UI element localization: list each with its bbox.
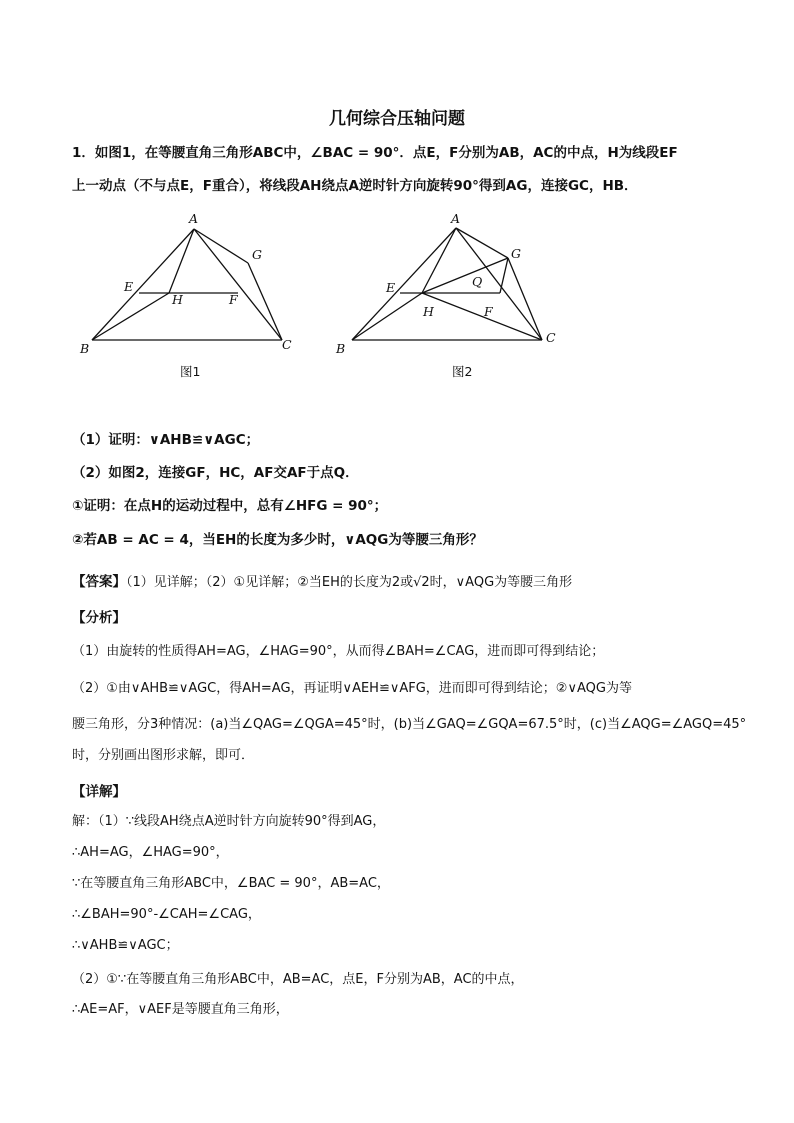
fig1-caption: 图1 (180, 364, 201, 379)
fig2-label-a: A (451, 211, 461, 226)
fig2-label-f: F (484, 304, 493, 319)
detail-line-5: ∴∨AHB≌∨AGC； (72, 938, 179, 953)
analysis-line-3: 腰三角形，分3种情况：(a)当∠QAG=∠QGA=45°时，(b)当∠GAQ=∠GQA=67.5°时，(c)当∠AQG=∠AGQ=45° (72, 717, 747, 732)
detail-line-2: ∴AH=AG，∠HAG=90°， (72, 845, 229, 860)
fig2-label-e: E (386, 280, 396, 295)
fig2-segment-gf (500, 258, 508, 293)
detail-line-3: ∵在等腰直角三角形ABC中，∠BAC = 90°，AB=AC， (72, 876, 390, 891)
fig1-segment-ag (194, 229, 248, 263)
question-1: （1）证明：∨AHB≌∨AGC； (72, 432, 260, 448)
fig2-segment-hg (422, 258, 508, 293)
answer-line (72, 572, 762, 593)
fig1-segment-ah (169, 229, 194, 293)
page-title: 几何综合压轴问题 (329, 109, 465, 129)
figure-1 (72, 208, 312, 358)
analysis-label: 【分析】 (72, 610, 126, 626)
question-2b: ②若AB = AC = 4，当EH的长度为多少时，∨AQG为等腰三角形？ (72, 532, 483, 548)
fig2-segment-ah (422, 228, 456, 293)
fig1-segment-ac (194, 229, 282, 340)
answer-label: 【答案】 (72, 574, 126, 590)
problem-line-2: 上一动点（不与点E，F重合），将线段AH绕点A逆时针方向旋转90°得到AG，连接GC，HB． (72, 178, 638, 194)
detail-line-4: ∴∠BAH=90°-∠CAH=∠CAG， (72, 907, 261, 922)
detail-line-7: ∴AE=AF，∨AEF是等腰直角三角形， (72, 1002, 289, 1017)
fig1-segment-gc (248, 263, 282, 340)
fig2-segment-ag (456, 228, 508, 258)
question-2a: ①证明：在点H的运动过程中，总有∠HFG = 90°； (72, 498, 388, 514)
fig1-label-e: E (124, 279, 134, 294)
fig1-label-a: A (189, 211, 199, 226)
fig2-label-g: G (511, 246, 521, 261)
fig2-label-b: B (336, 341, 346, 356)
fig1-label-c: C (282, 337, 292, 352)
fig1-label-h: H (172, 292, 183, 307)
fig2-segment-hb (352, 293, 422, 340)
analysis-line-2: （2）①由∨AHB≌∨AGC，得AH=AG，再证明∨AEH≌∨AFG，进而即可得到结论；②∨AQG为等 (72, 681, 632, 696)
question-2: （2）如图2，连接GF，HC，AF交AF于点Q． (72, 465, 359, 481)
fig1-label-f: F (229, 292, 238, 307)
analysis-line-4: 时，分别画出图形求解，即可． (72, 748, 255, 763)
detail-line-1: 解：（1）∵线段AH绕点A逆时针方向旋转90°得到AG， (72, 814, 386, 829)
fig1-label-b: B (80, 341, 90, 356)
fig2-label-h: H (423, 304, 434, 319)
fig2-segment-gc (508, 258, 542, 340)
problem-line-1: 1．如图1，在等腰直角三角形ABC中，∠BAC = 90°．点E，F分别为AB，AC的中点，H为线段EF (72, 145, 678, 161)
figure-2 (330, 208, 570, 358)
analysis-line-1: （1）由旋转的性质得AH=AG，∠HAG=90°，从而得∠BAH=∠CAG，进而即可得到结论； (72, 644, 605, 659)
detail-label: 【详解】 (72, 784, 126, 800)
fig2-label-c: C (546, 330, 556, 345)
answer-text: （1）见详解；（2）①见详解；②当EH的长度为2或√2时，∨AQG为等腰三角形 (126, 575, 573, 590)
detail-line-6: （2）①∵在等腰直角三角形ABC中，AB=AC，点E，F分别为AB，AC的中点， (72, 972, 524, 987)
fig1-label-g: G (252, 247, 262, 262)
fig2-caption: 图2 (452, 364, 473, 379)
fig1-segment-ab (92, 229, 194, 340)
fig2-label-q: Q (472, 274, 483, 289)
fig1-segment-hb (92, 293, 169, 340)
fig2-segment-ab (352, 228, 456, 340)
